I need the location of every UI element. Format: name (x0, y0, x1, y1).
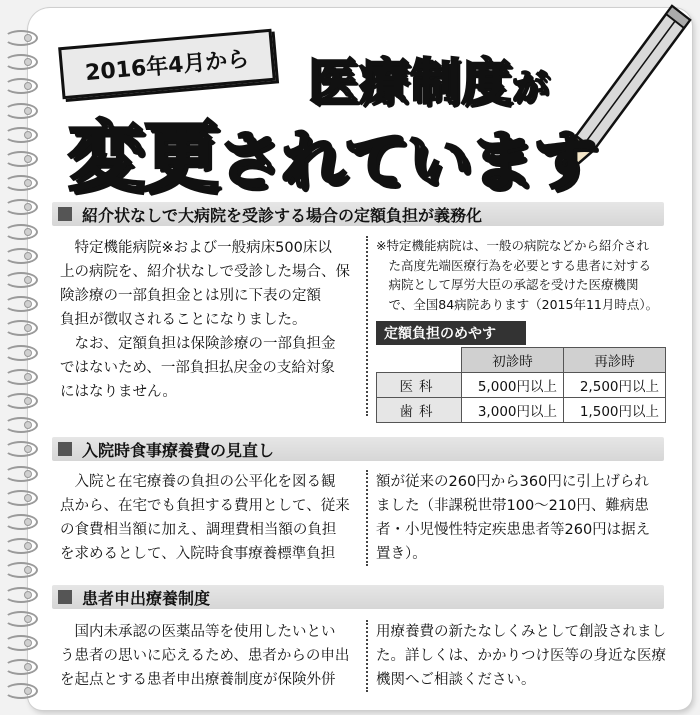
section2-line: の食費相当額に加え、調理費相当額の負担 (60, 522, 337, 538)
section1-footnote (376, 236, 658, 314)
headline-word-change: 変更 (68, 112, 218, 201)
section2-heading-text: 入院時食事療養費の見直し (82, 440, 275, 460)
fee-first-visit: 5,000円以上 (462, 373, 564, 398)
section3-left-column (60, 620, 349, 692)
section1-line: 険診療の一部負担金とは別に下表の定額 (60, 288, 321, 304)
headline-word-rest: されています (218, 125, 596, 199)
spiral-ring-icon (4, 635, 38, 651)
section3-right-column (376, 620, 666, 692)
square-bullet-icon (58, 442, 72, 456)
section1-line: 負担が徴収されることになりました。 (60, 312, 307, 328)
spiral-ring-icon (4, 514, 38, 530)
table-row (377, 398, 666, 423)
section3-line: 機関へご相談ください。 (376, 672, 536, 688)
section2-left-column (60, 470, 350, 566)
section3-divider (366, 620, 368, 692)
headline-suffix: が (512, 67, 550, 108)
headline-main: 医療制度 (308, 53, 512, 111)
section2-line: 入院と在宅療養の負担の公平化を図る観 (60, 474, 336, 490)
fee-table (376, 347, 666, 423)
section1-line: 上の病院を、紹介状なしで受診した場合、保 (60, 264, 350, 280)
section2-line: 置き）。 (376, 546, 427, 562)
fee-table-title: 定額負担のめやす (376, 321, 526, 345)
footnote-line: ※特定機能病院は、一般の病院などから紹介され (376, 238, 649, 253)
spiral-ring-icon (4, 248, 38, 264)
fee-first-visit: 3,000円以上 (462, 398, 564, 423)
fee-repeat-visit: 1,500円以上 (564, 398, 666, 423)
spiral-ring-icon (4, 272, 38, 288)
section1-line: 特定機能病院※および一般病床500床以 (60, 240, 332, 256)
section1-divider (366, 236, 368, 416)
spiral-ring-icon (4, 127, 38, 143)
spiral-ring-icon (4, 393, 38, 409)
section1-line: なお、定額負担は保険診療の一部負担金 (60, 336, 336, 352)
fee-row-label: 歯科 (377, 398, 462, 423)
section2-divider (366, 470, 368, 566)
spiral-ring-icon (4, 611, 38, 627)
footnote-line: で、全国84病院あります（2015年11月時点）。 (376, 296, 659, 312)
section1-line: にはなりません。 (60, 384, 177, 400)
square-bullet-icon (58, 590, 72, 604)
section1-line: ではないため、一部負担払戻金の支給対象 (60, 360, 335, 376)
section3-line: 国内未承認の医薬品等を使用したいとい (60, 624, 336, 640)
spiral-ring-icon (4, 369, 38, 385)
section2-line: 者・小児慢性特定疾患患者等260円は据え (376, 522, 651, 538)
section1-heading (58, 201, 482, 227)
spiral-ring-icon (4, 587, 38, 603)
section1-heading-text: 紹介状なしで大病院を受診する場合の定額負担が義務化 (82, 205, 483, 225)
fee-row-label: 医科 (377, 373, 462, 398)
section2-right-column (376, 470, 650, 566)
date-badge-text: 2016年4月から (84, 46, 251, 86)
footnote-line: た高度先端医療行為を必要とする患者に対する (376, 257, 652, 273)
section3-line: を起点とする患者申出療養制度が保険外併 (60, 672, 336, 688)
square-bullet-icon (58, 207, 72, 221)
spiral-ring-icon (4, 151, 38, 167)
section2-line: ました（非課税世帯100～210円、難病患 (376, 498, 649, 514)
section2-line: 額が従来の260円から360円に引上げられ (376, 474, 649, 490)
section2-line: を求めるとして、入院時食事療養標準負担 (60, 546, 336, 562)
fee-table-header: 再診時 (564, 348, 666, 373)
footnote-line: 病院として厚労大臣の承認を受けた医療機関 (376, 277, 639, 292)
section1-paragraph (60, 236, 350, 404)
headline-line-2 (68, 96, 596, 205)
section3-line: 用療養費の新たなしくみとして創設されまし (376, 624, 666, 640)
spiral-ring-icon (4, 466, 38, 482)
section3-line: う患者の思いに応えるため、患者からの申出 (60, 648, 350, 664)
fee-repeat-visit: 2,500円以上 (564, 373, 666, 398)
fee-table-header: 初診時 (462, 348, 564, 373)
fee-table-header (377, 348, 462, 373)
section2-line: 点から、在宅でも負担する費用として、従来 (60, 498, 350, 514)
section3-heading (58, 584, 210, 610)
spiral-ring-icon (4, 345, 38, 361)
spiral-ring-icon (4, 30, 38, 46)
spiral-ring-icon (4, 224, 38, 240)
section2-heading (58, 436, 274, 462)
fee-table-header-row (377, 348, 666, 373)
section3-line: た。詳しくは、かかりつけ医等の身近な医療 (376, 648, 666, 664)
spiral-ring-icon (4, 103, 38, 119)
section3-heading-text: 患者申出療養制度 (82, 588, 211, 608)
table-row (377, 373, 666, 398)
spiral-ring-icon (4, 490, 38, 506)
